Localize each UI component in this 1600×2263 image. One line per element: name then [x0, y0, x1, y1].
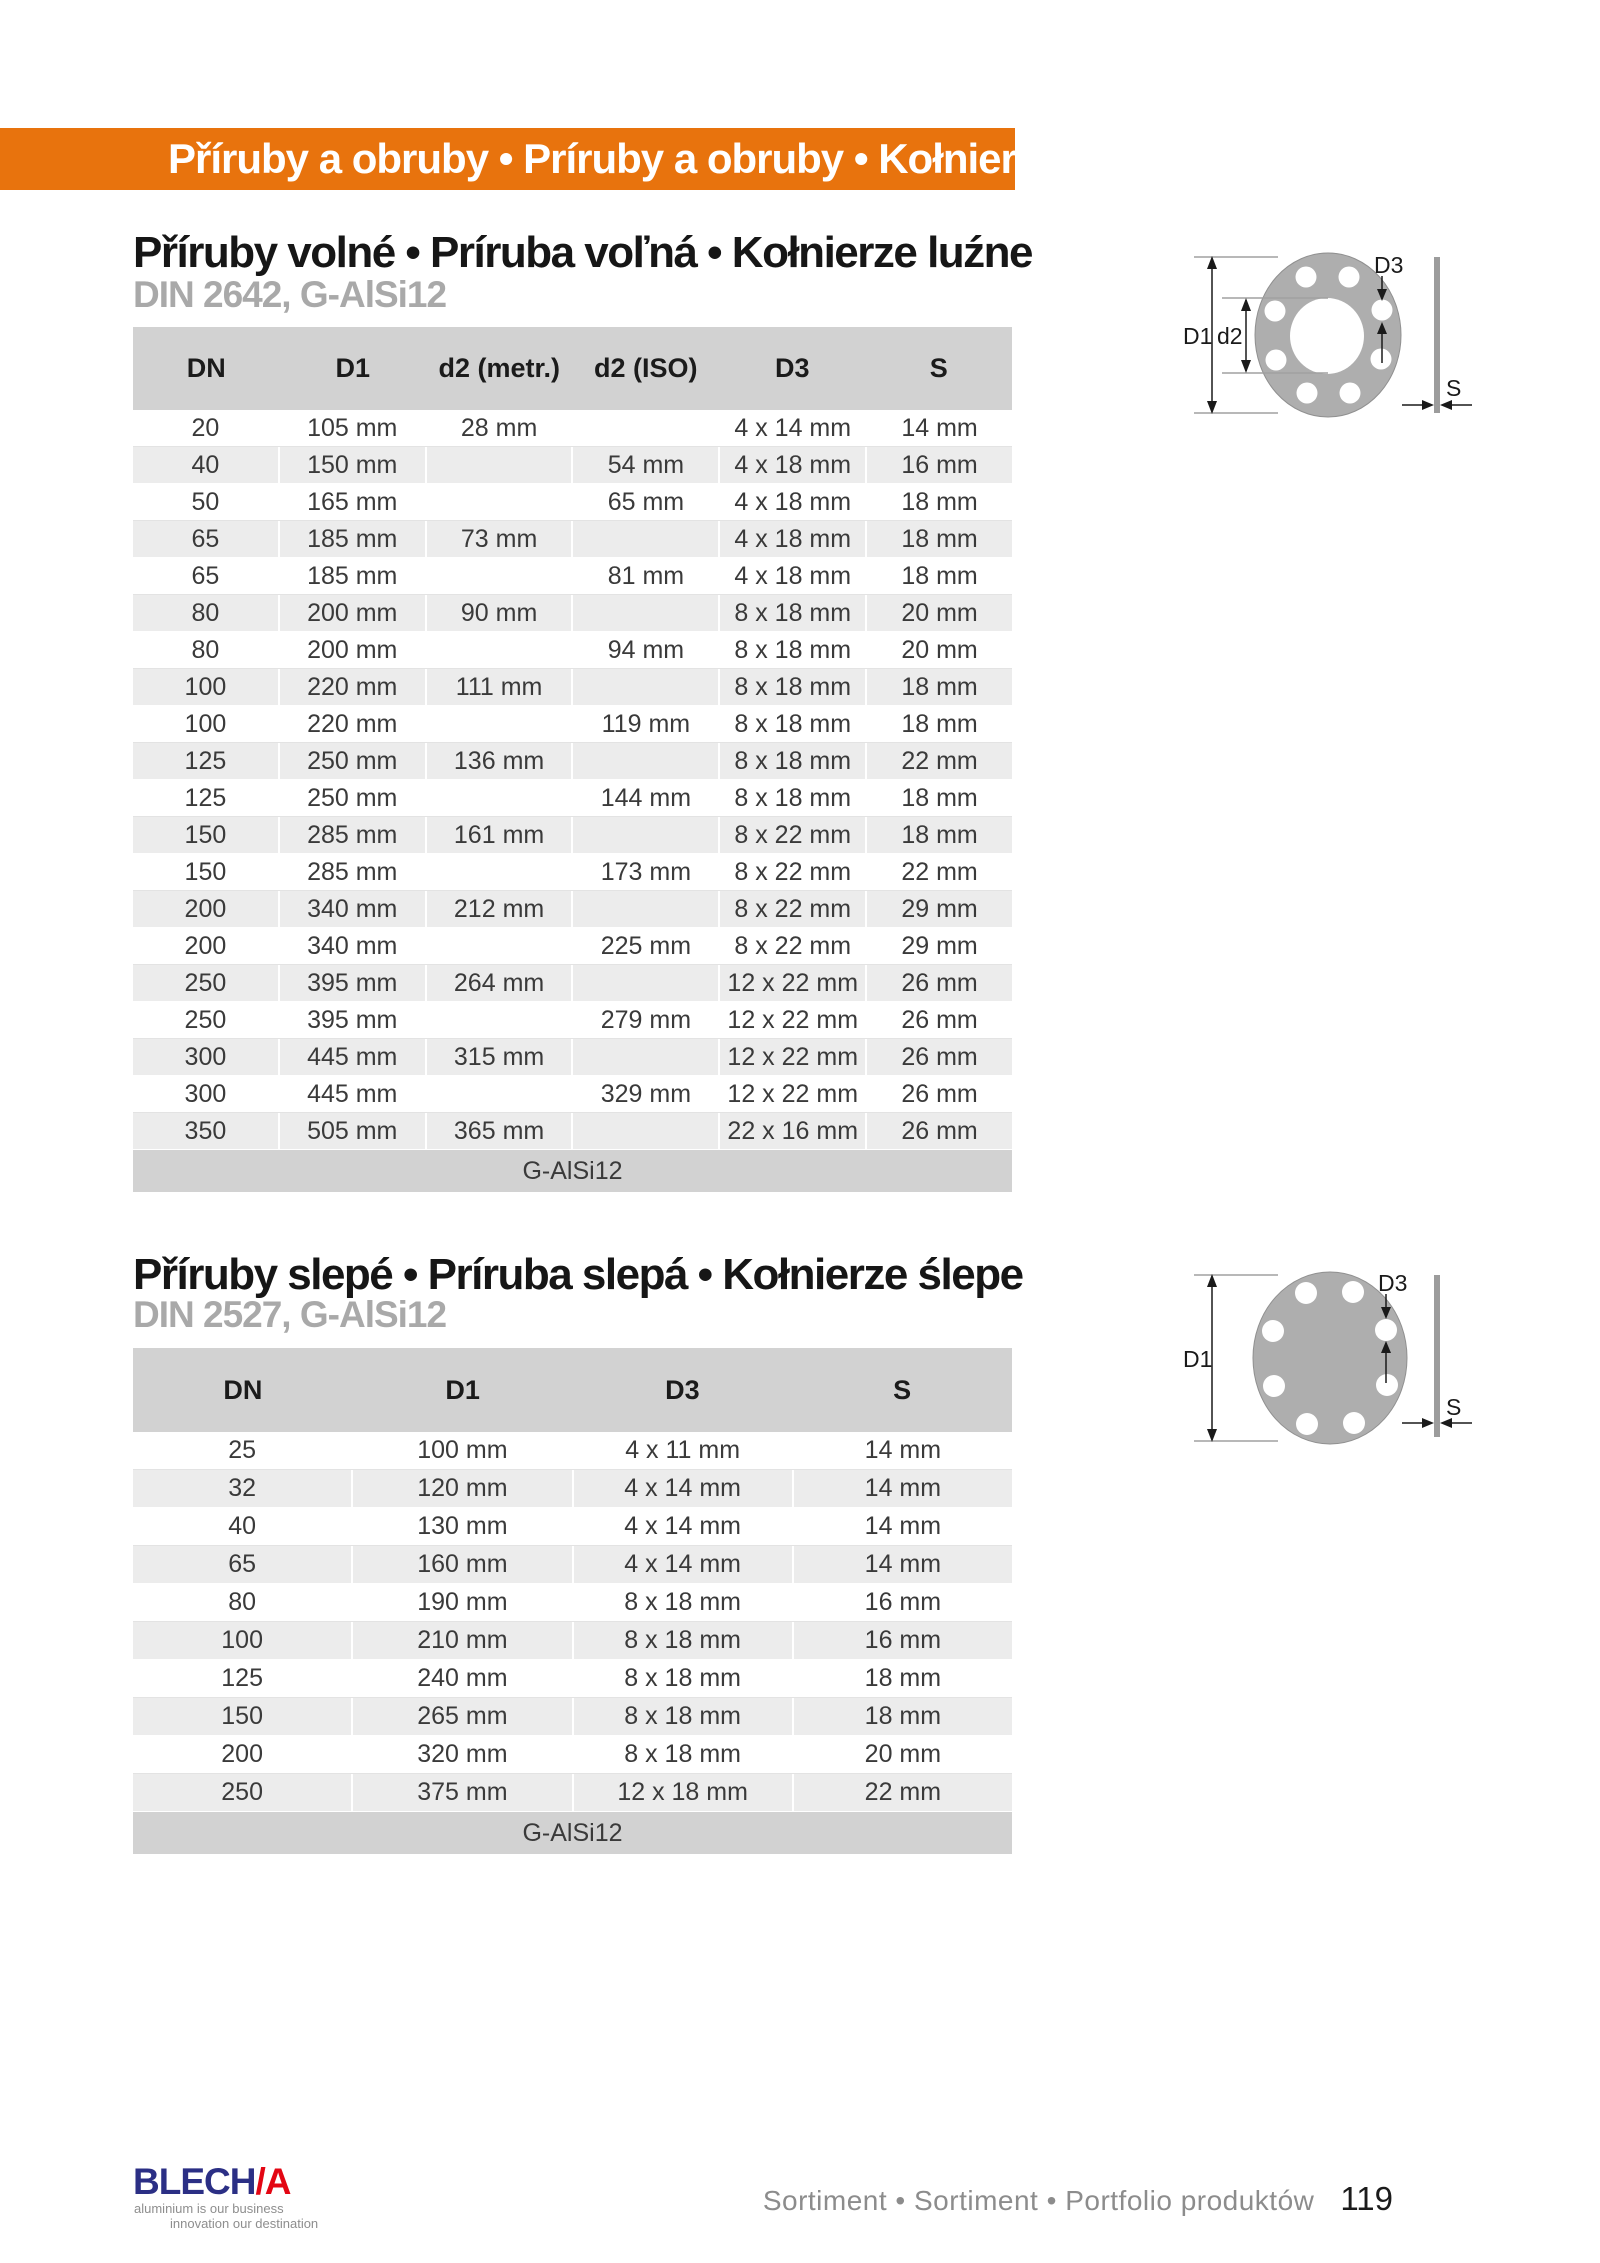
logo-text-red: /A	[255, 2161, 291, 2202]
table-cell: 26 mm	[901, 1116, 978, 1145]
table-cell: 20 mm	[901, 635, 978, 664]
table-cell: 395 mm	[280, 1002, 427, 1038]
flange-bore	[1290, 298, 1364, 374]
table-cell: 8 x 18 mm	[574, 1736, 794, 1773]
bolt-hole	[1371, 349, 1392, 370]
table-cell	[427, 780, 574, 816]
table-cell: 240 mm	[353, 1660, 573, 1697]
column-header: D1	[335, 353, 370, 383]
table-cell: 65	[133, 1546, 353, 1583]
table-cell: 8 x 22 mm	[720, 891, 867, 927]
table-row	[133, 854, 1012, 891]
table-cell: 8 x 18 mm	[574, 1622, 794, 1659]
arrowhead-icon	[1440, 400, 1452, 410]
table-cell: 8 x 18 mm	[720, 632, 867, 668]
table-cell: 8 x 22 mm	[720, 817, 867, 853]
table-row	[133, 1774, 1012, 1812]
table-row	[133, 1039, 1012, 1076]
table-cell: 165 mm	[280, 484, 427, 520]
table-row	[133, 1432, 1012, 1470]
table-row	[133, 891, 1012, 928]
table-row	[133, 965, 1012, 1002]
table-row	[133, 706, 1012, 743]
table-row	[133, 1546, 1012, 1584]
table-cell: 8 x 18 mm	[720, 743, 867, 779]
table-cell: 80	[133, 1584, 353, 1621]
table-row	[133, 1584, 1012, 1622]
table-cell	[573, 1113, 720, 1149]
table-cell: 161 mm	[427, 817, 574, 853]
table-cell: 40	[133, 447, 280, 483]
bolt-hole	[1376, 1374, 1398, 1396]
table-cell: 26 mm	[901, 1042, 978, 1071]
section2-title: Příruby slepé • Príruba slepá • Kołnierze ślepe	[133, 1250, 1023, 1299]
table-cell: 505 mm	[280, 1113, 427, 1149]
table-cell: 150	[133, 854, 280, 890]
table-row	[133, 1076, 1012, 1113]
table-cell: 212 mm	[427, 891, 574, 927]
table-cell	[427, 447, 574, 483]
table-cell: 40	[133, 1508, 353, 1545]
table-cell: 150 mm	[280, 447, 427, 483]
table-cell: 173 mm	[573, 854, 720, 890]
table-row	[133, 1736, 1012, 1774]
arrowhead-icon	[1207, 1274, 1217, 1287]
table-row	[133, 1660, 1012, 1698]
blind-flange-table	[133, 1348, 1012, 1854]
bolt-hole	[1296, 267, 1317, 288]
table-cell: 18 mm	[901, 820, 978, 849]
table-cell: 18 mm	[901, 783, 978, 812]
table-cell: 300	[133, 1039, 280, 1075]
table-row	[133, 1470, 1012, 1508]
column-header: S	[929, 353, 948, 383]
table-cell: 65	[133, 558, 280, 594]
table-row	[133, 484, 1012, 521]
logo-tagline	[134, 2201, 318, 2231]
arrowhead-icon	[1207, 256, 1217, 269]
table-row	[133, 632, 1012, 669]
table-cell: 4 x 14 mm	[720, 410, 867, 446]
table-cell: 14 mm	[864, 1436, 942, 1464]
column-header: S	[893, 1374, 912, 1405]
table-cell: 12 x 22 mm	[720, 1039, 867, 1075]
table-row	[133, 1113, 1012, 1150]
arrowhead-icon	[1422, 1418, 1434, 1428]
table-cell: 80	[133, 632, 280, 668]
table-cell: 285 mm	[280, 817, 427, 853]
table-cell: 120 mm	[353, 1470, 573, 1507]
table-cell: 90 mm	[427, 595, 574, 631]
table-cell: 105 mm	[280, 410, 427, 446]
table-row	[133, 780, 1012, 817]
table-cell: 150	[133, 1698, 353, 1735]
table-row	[133, 1002, 1012, 1039]
table-cell: 136 mm	[427, 743, 574, 779]
table-cell	[427, 854, 574, 890]
table-cell: 16 mm	[864, 1626, 942, 1654]
table-cell: 250	[133, 965, 280, 1001]
table-cell: 4 x 18 mm	[720, 521, 867, 557]
table-cell: 285 mm	[280, 854, 427, 890]
table-cell: 14 mm	[864, 1550, 942, 1578]
table-cell: 18 mm	[901, 524, 978, 553]
table-cell: 94 mm	[573, 632, 720, 668]
column-header: DN	[186, 353, 226, 383]
table-cell: 265 mm	[353, 1698, 573, 1735]
bolt-hole	[1265, 301, 1286, 322]
table-row	[133, 1622, 1012, 1660]
table-cell: 8 x 18 mm	[720, 669, 867, 705]
d2-label: d2	[1217, 323, 1243, 349]
table-cell: 340 mm	[280, 891, 427, 927]
table-cell: 200	[133, 1736, 353, 1773]
blecha-logo	[133, 2163, 290, 2200]
column-header: D1	[445, 1374, 480, 1405]
table-cell: 8 x 18 mm	[720, 780, 867, 816]
table-cell	[427, 558, 574, 594]
table-footer: G-AlSi12	[133, 1150, 1012, 1192]
table-cell: 8 x 18 mm	[574, 1584, 794, 1621]
table-cell	[573, 595, 720, 631]
table-cell: 100	[133, 1622, 353, 1659]
table-cell: 300	[133, 1076, 280, 1112]
table-cell: 4 x 14 mm	[574, 1508, 794, 1545]
table-row	[133, 410, 1012, 447]
table-cell: 100	[133, 669, 280, 705]
table-cell: 18 mm	[901, 561, 978, 590]
table-cell: 73 mm	[427, 521, 574, 557]
table-cell: 18 mm	[901, 672, 978, 701]
table-cell: 25	[133, 1432, 353, 1469]
table-cell: 315 mm	[427, 1039, 574, 1075]
table-cell: 81 mm	[573, 558, 720, 594]
table-cell: 12 x 22 mm	[720, 1002, 867, 1038]
loose-flange-diagram	[1178, 243, 1498, 443]
table-cell: 18 mm	[901, 487, 978, 516]
table-header-row	[133, 1348, 1012, 1432]
loose-flange-table	[133, 327, 1012, 1192]
page-header-title: Příruby a obruby • Príruby a obruby • Kołnierze i wywijki	[168, 135, 1231, 182]
column-header: d2 (ISO)	[593, 353, 698, 383]
bolt-hole	[1263, 1375, 1285, 1397]
table-cell: 4 x 11 mm	[574, 1432, 794, 1469]
table-row	[133, 743, 1012, 780]
table-cell: 65 mm	[573, 484, 720, 520]
table-cell: 210 mm	[353, 1622, 573, 1659]
s-label: S	[1446, 1394, 1462, 1420]
table-cell: 185 mm	[280, 521, 427, 557]
bolt-hole	[1372, 300, 1393, 321]
d1-label: D1	[1183, 323, 1213, 349]
arrowhead-icon	[1422, 400, 1434, 410]
table-cell: 200 mm	[280, 595, 427, 631]
bolt-hole	[1340, 383, 1361, 404]
table-cell: 250 mm	[280, 780, 427, 816]
table-cell: 190 mm	[353, 1584, 573, 1621]
table-cell: 220 mm	[280, 669, 427, 705]
table-cell: 150	[133, 817, 280, 853]
d3-label: D3	[1374, 252, 1404, 278]
table-cell: 320 mm	[353, 1736, 573, 1773]
table-cell: 200	[133, 928, 280, 964]
bolt-hole	[1262, 1320, 1284, 1342]
table-cell: 22 x 16 mm	[720, 1113, 867, 1149]
table-row	[133, 817, 1012, 854]
blind-flange-disc	[1253, 1272, 1407, 1444]
table-cell	[573, 965, 720, 1001]
table-cell	[573, 521, 720, 557]
table-cell: 50	[133, 484, 280, 520]
table-cell: 16 mm	[901, 450, 978, 479]
footer-breadcrumb: Sortiment • Sortiment • Portfolio produktów	[762, 2185, 1315, 2216]
table-cell: 365 mm	[427, 1113, 574, 1149]
table-cell: 100	[133, 706, 280, 742]
table-cell: 279 mm	[573, 1002, 720, 1038]
table-cell	[427, 706, 574, 742]
table-cell	[427, 928, 574, 964]
d3-label: D3	[1378, 1270, 1408, 1296]
table-cell	[573, 743, 720, 779]
table-cell	[573, 669, 720, 705]
arrowhead-icon	[1207, 1429, 1217, 1442]
blind-flange-diagram	[1178, 1263, 1498, 1468]
flange-side-view	[1434, 1275, 1440, 1437]
table-cell	[573, 891, 720, 927]
table-footer: G-AlSi12	[133, 1812, 1012, 1854]
table-row	[133, 1508, 1012, 1546]
bolt-hole	[1295, 1282, 1317, 1304]
table-cell: 100 mm	[353, 1432, 573, 1469]
table-cell: 125	[133, 743, 280, 779]
tagline-line1: aluminium is our business	[134, 2201, 284, 2216]
table-cell: 220 mm	[280, 706, 427, 742]
table-cell: 32	[133, 1470, 353, 1507]
table-cell: 22 mm	[901, 857, 978, 886]
arrowhead-icon	[1241, 298, 1251, 311]
table-cell: 8 x 22 mm	[720, 928, 867, 964]
column-header: d2 (metr.)	[438, 353, 561, 383]
section2-subtitle: DIN 2527, G-AlSi12	[133, 1294, 447, 1335]
table-cell: 350	[133, 1113, 280, 1149]
bolt-hole	[1297, 383, 1318, 404]
table-cell: 4 x 18 mm	[720, 447, 867, 483]
table-cell: 18 mm	[864, 1702, 942, 1730]
table-cell: 125	[133, 780, 280, 816]
page-number: 119	[1340, 2180, 1393, 2217]
table-row	[133, 1698, 1012, 1736]
table-cell: 18 mm	[864, 1664, 942, 1692]
bolt-hole	[1339, 267, 1360, 288]
table-cell: 14 mm	[864, 1512, 942, 1540]
table-cell: 375 mm	[353, 1774, 573, 1811]
table-cell: 12 x 22 mm	[720, 965, 867, 1001]
table-cell: 225 mm	[573, 928, 720, 964]
table-cell: 329 mm	[573, 1076, 720, 1112]
table-cell: 16 mm	[864, 1588, 942, 1616]
tagline-line2: innovation our destination	[170, 2216, 319, 2231]
table-cell: 4 x 18 mm	[720, 484, 867, 520]
table-cell	[427, 1076, 574, 1112]
table-cell: 8 x 18 mm	[574, 1698, 794, 1735]
table-cell: 445 mm	[280, 1076, 427, 1112]
table-cell: 12 x 22 mm	[720, 1076, 867, 1112]
table-cell: 125	[133, 1660, 353, 1697]
table-cell: 185 mm	[280, 558, 427, 594]
table-cell: 4 x 18 mm	[720, 558, 867, 594]
table-cell: 65	[133, 521, 280, 557]
table-cell: 14 mm	[864, 1474, 942, 1502]
d1-label: D1	[1183, 1346, 1213, 1372]
table-cell: 340 mm	[280, 928, 427, 964]
table-cell: 250	[133, 1774, 353, 1811]
section1-title: Příruby volné • Príruba voľná • Kołnierze luźne	[133, 228, 1033, 277]
table-cell: 20 mm	[901, 598, 978, 627]
table-row	[133, 928, 1012, 965]
table-cell: 144 mm	[573, 780, 720, 816]
column-header: D3	[774, 353, 810, 383]
table-cell: 26 mm	[901, 1005, 978, 1034]
table-cell: 22 mm	[901, 746, 978, 775]
table-header-row	[133, 327, 1012, 410]
table-cell: 20	[133, 410, 280, 446]
table-cell: 8 x 22 mm	[720, 854, 867, 890]
table-cell: 111 mm	[427, 669, 574, 705]
bolt-hole	[1266, 350, 1287, 371]
table-cell: 8 x 18 mm	[720, 706, 867, 742]
table-cell: 130 mm	[353, 1508, 573, 1545]
table-cell	[573, 1039, 720, 1075]
table-cell: 18 mm	[901, 709, 978, 738]
table-cell: 200 mm	[280, 632, 427, 668]
table-cell: 250	[133, 1002, 280, 1038]
table-row	[133, 447, 1012, 484]
table-cell: 80	[133, 595, 280, 631]
table-cell: 20 mm	[864, 1740, 942, 1768]
table-cell: 22 mm	[864, 1778, 942, 1806]
bolt-hole	[1343, 1412, 1365, 1434]
bolt-hole	[1296, 1413, 1318, 1435]
table-cell: 4 x 14 mm	[574, 1470, 794, 1507]
flange-side-view	[1434, 257, 1440, 413]
table-cell: 264 mm	[427, 965, 574, 1001]
s-label: S	[1446, 375, 1462, 401]
arrowhead-icon	[1241, 360, 1251, 373]
table-row	[133, 669, 1012, 706]
bolt-hole	[1342, 1281, 1364, 1303]
table-cell: 28 mm	[427, 410, 574, 446]
table-cell: 119 mm	[573, 706, 720, 742]
table-cell	[573, 817, 720, 853]
table-row	[133, 595, 1012, 632]
table-cell: 29 mm	[901, 931, 978, 960]
table-cell: 14 mm	[901, 413, 978, 442]
table-cell: 54 mm	[573, 447, 720, 483]
table-cell: 26 mm	[901, 968, 978, 997]
table-cell	[427, 1002, 574, 1038]
table-cell: 250 mm	[280, 743, 427, 779]
table-cell: 8 x 18 mm	[574, 1660, 794, 1697]
table-cell: 29 mm	[901, 894, 978, 923]
bolt-hole	[1375, 1319, 1397, 1341]
page-footer	[763, 2180, 1393, 2218]
table-cell: 160 mm	[353, 1546, 573, 1583]
page-header-bar	[0, 128, 1231, 190]
table-cell: 12 x 18 mm	[574, 1774, 794, 1811]
column-header: DN	[223, 1374, 263, 1405]
column-header: D3	[665, 1374, 700, 1405]
logo-text-blue: BLECH	[133, 2161, 256, 2202]
table-cell	[427, 484, 574, 520]
table-cell: 8 x 18 mm	[720, 595, 867, 631]
table-cell: 26 mm	[901, 1079, 978, 1108]
section1-subtitle: DIN 2642, G-AlSi12	[133, 274, 447, 315]
table-cell: 395 mm	[280, 965, 427, 1001]
arrowhead-icon	[1207, 401, 1217, 414]
table-cell: 200	[133, 891, 280, 927]
table-row	[133, 521, 1012, 558]
table-cell	[427, 632, 574, 668]
table-cell	[573, 410, 720, 446]
table-cell: 4 x 14 mm	[574, 1546, 794, 1583]
table-cell: 445 mm	[280, 1039, 427, 1075]
table-row	[133, 558, 1012, 595]
